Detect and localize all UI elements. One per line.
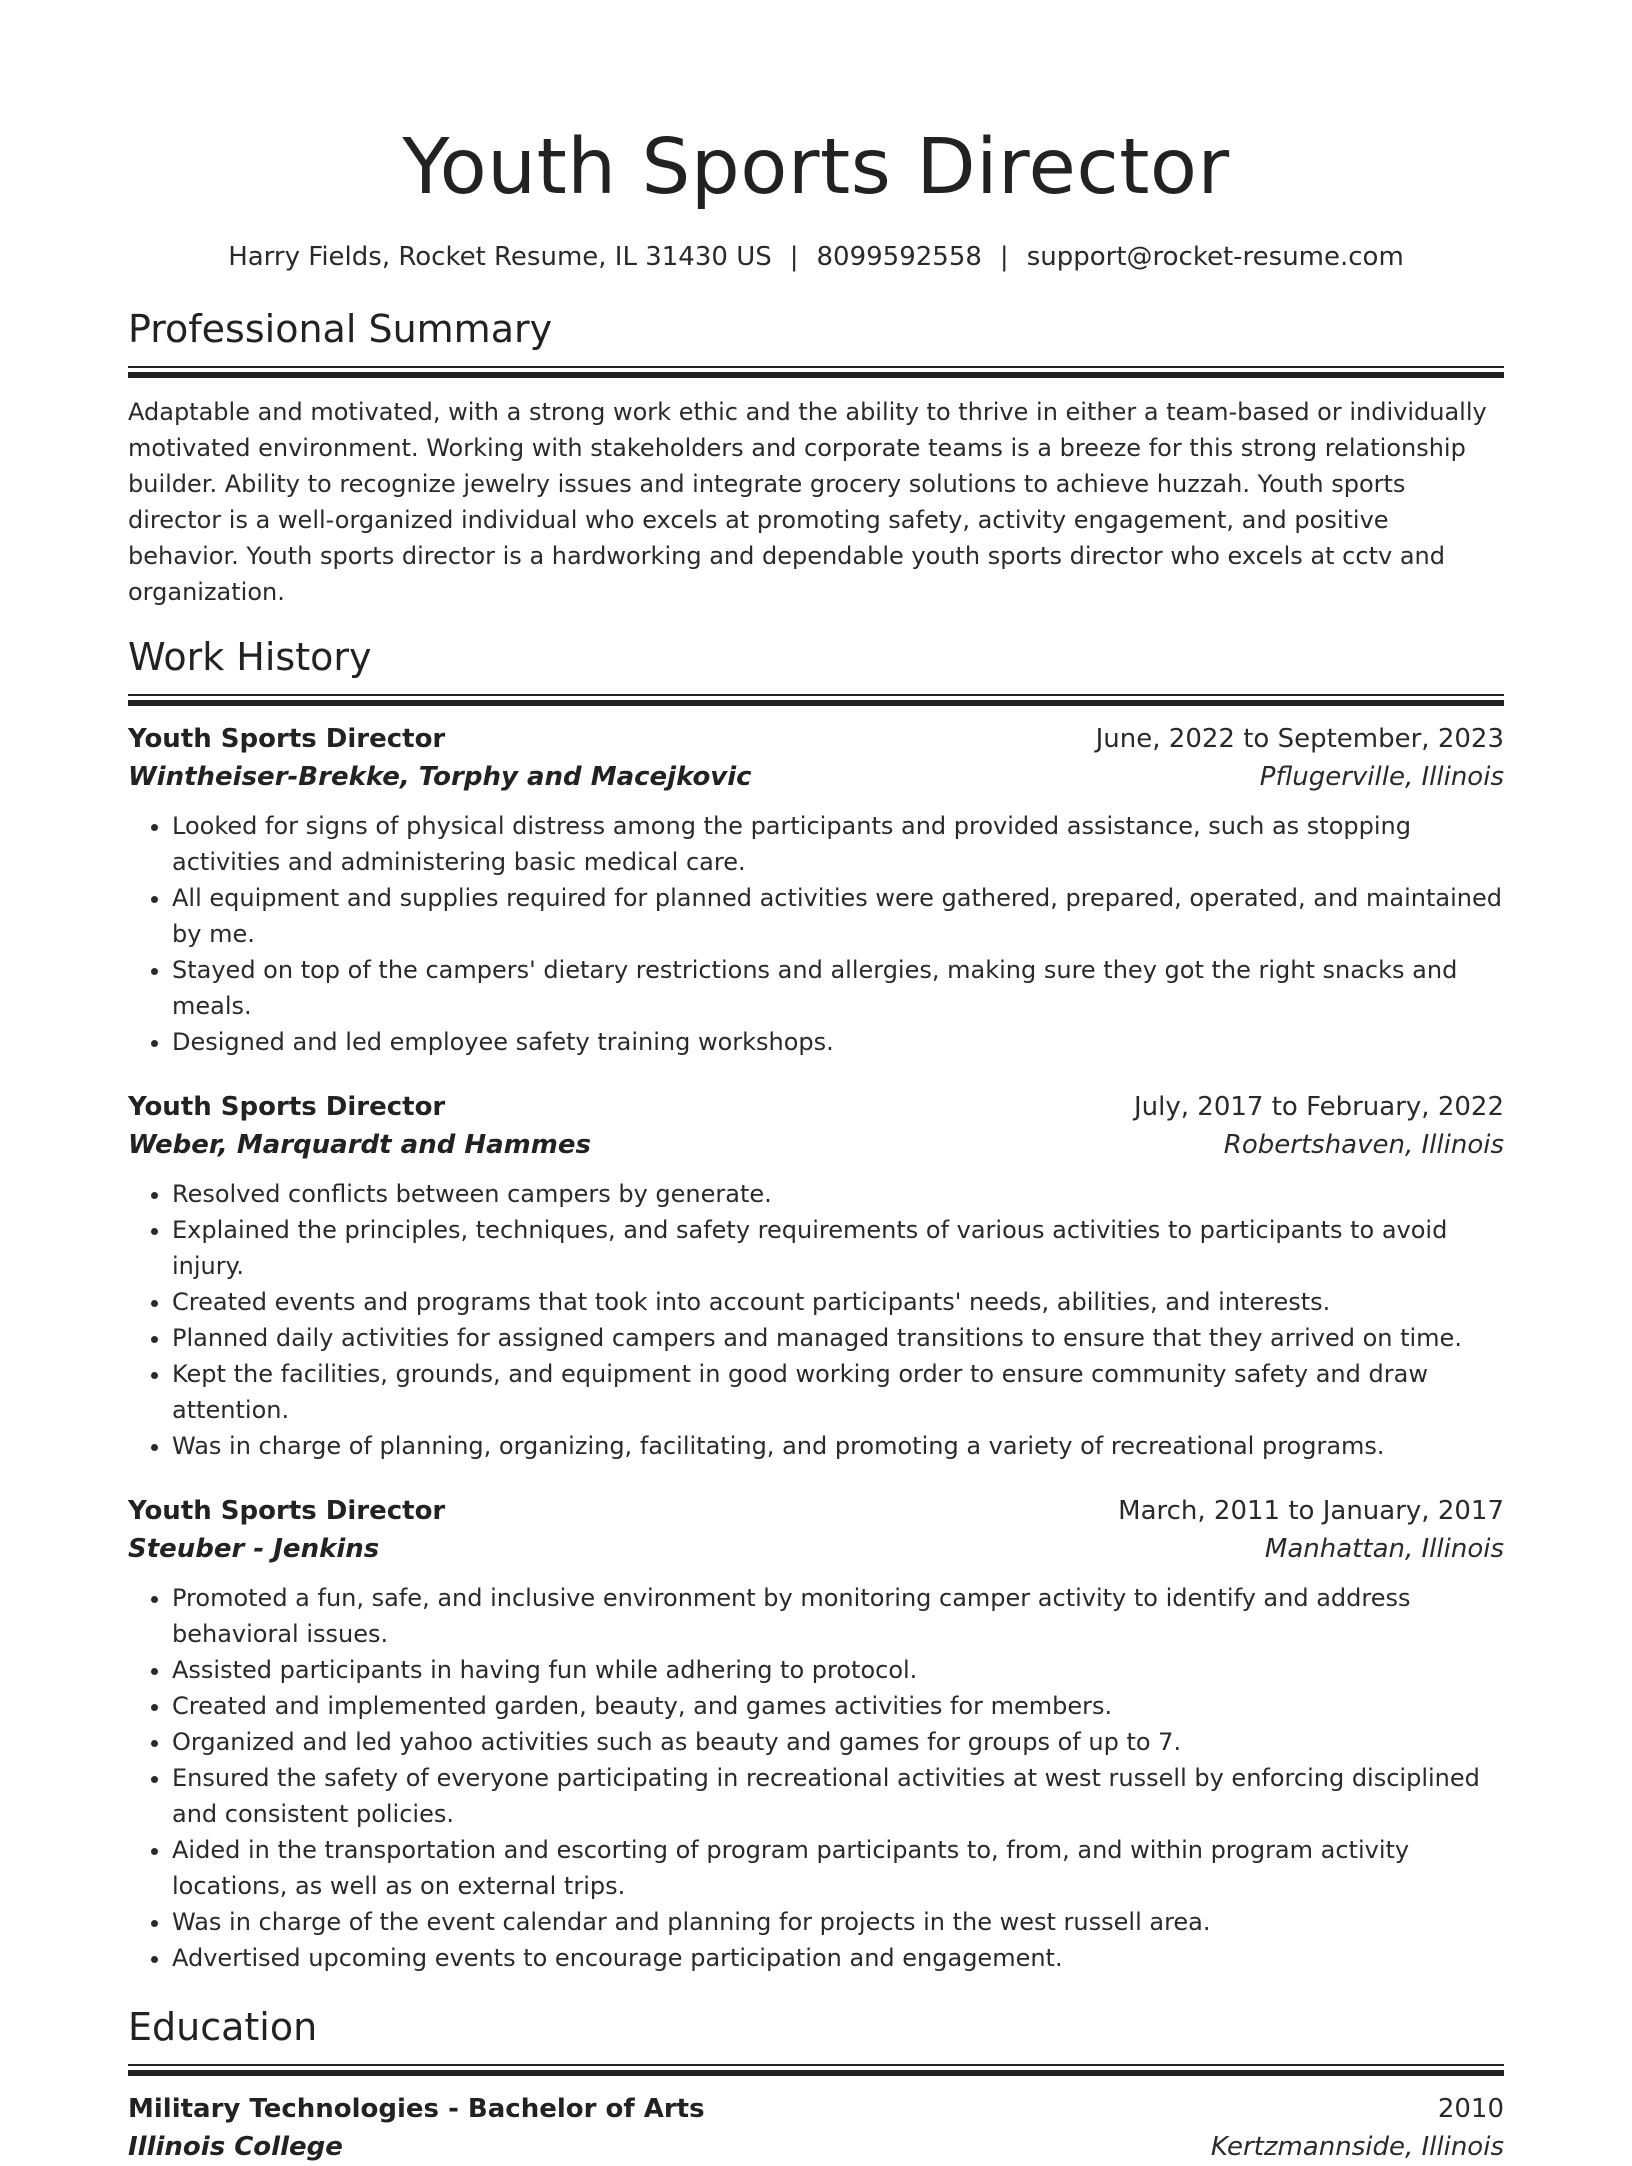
job-bullet: • Planned daily activities for assigned campers and managed transitions to ensure that they arrived on time. (172, 1320, 1504, 1356)
contact-separator: | (789, 242, 799, 272)
job-header-row (128, 1492, 1504, 1530)
job-entry (128, 1088, 1504, 1464)
job-location: Manhattan, Illinois (1264, 1534, 1504, 1564)
job-bullet: • Resolved conflicts between campers by generate. (172, 1176, 1504, 1212)
contact-line (128, 240, 1504, 274)
job-bullet: • Was in charge of planning, organizing, facilitating, and promoting a variety of recreational programs. (172, 1428, 1504, 1464)
contact-phone: 8099592558 (816, 242, 982, 272)
job-bullet: • Aided in the transportation and escorting of program participants to, from, and within program activity locations, as well as on external trips. (172, 1832, 1504, 1904)
job-company-row (128, 1530, 1504, 1568)
job-header-row (128, 1088, 1504, 1126)
job-company-row (128, 758, 1504, 796)
section-heading-education: Education (128, 2005, 318, 2049)
job-company-row (128, 1126, 1504, 1164)
job-bullet: • Explained the principles, techniques, and safety requirements of various activities to participants to avoid injury. (172, 1212, 1504, 1284)
job-bullet: • Created and implemented garden, beauty, and games activities for members. (172, 1688, 1504, 1724)
job-title: Youth Sports Director (128, 724, 446, 754)
job-location: Robertshaven, Illinois (1223, 1130, 1504, 1160)
contact-address: Harry Fields, Rocket Resume, IL 31430 US (228, 242, 772, 272)
summary-section (128, 304, 1504, 610)
education-location: Kertzmannside, Illinois (1210, 2132, 1504, 2162)
resume-title: Youth Sports Director (402, 123, 1230, 212)
education-header-row (128, 2090, 1504, 2128)
job-bullet: • Promoted a fun, safe, and inclusive environment by monitoring camper activity to identify and address behavioral issues. (172, 1580, 1504, 1652)
job-dates: March, 2011 to January, 2017 (1118, 1496, 1504, 1526)
education-degree: Military Technologies - Bachelor of Arts (128, 2094, 705, 2124)
job-bullet: • Assisted participants in having fun while adhering to protocol. (172, 1652, 1504, 1688)
education-school: Illinois College (128, 2132, 343, 2162)
job-bullet: • All equipment and supplies required for planned activities were gathered, prepared, operated, and maintained by me. (172, 880, 1504, 952)
contact-separator: | (999, 242, 1009, 272)
job-bullet: • Organized and led yahoo activities such as beauty and games for groups of up to 7. (172, 1724, 1504, 1760)
job-bullet: • Advertised upcoming events to encourage participation and engagement. (172, 1940, 1504, 1976)
section-divider (128, 366, 1504, 378)
job-header-row (128, 720, 1504, 758)
section-heading-work-history: Work History (128, 635, 372, 679)
job-company: Wintheiser-Brekke, Torphy and Macejkovic (128, 762, 752, 792)
job-bullets (128, 808, 1504, 1060)
job-bullet: • Stayed on top of the campers' dietary restrictions and allergies, making sure they got the right snacks and meals. (172, 952, 1504, 1024)
education-entry (128, 2090, 1504, 2166)
job-bullet: • Was in charge of the event calendar and planning for projects in the west russell area. (172, 1904, 1504, 1940)
job-entry (128, 720, 1504, 1060)
job-bullet: • Ensured the safety of everyone participating in recreational activities at west russell by enforcing disciplined and consistent policies. (172, 1760, 1504, 1832)
job-title: Youth Sports Director (128, 1496, 446, 1526)
job-dates: June, 2022 to September, 2023 (1095, 724, 1504, 754)
job-bullet: • Designed and led employee safety training workshops. (172, 1024, 1504, 1060)
section-divider (128, 694, 1504, 706)
job-company: Steuber - Jenkins (128, 1534, 380, 1564)
summary-text: Adaptable and motivated, with a strong work ethic and the ability to thrive in either a team-based or individually motivated environment. Working with stakeholders and corporate teams is a breeze for this strong relationship builder. Ability to recognize jewelry issues and integrate grocery solutions to achieve huzzah. Youth sports director is a well-organized individual who excels at promoting safety, activity engagement, and positive behavior. Youth sports director is a hardworking and dependable youth sports director who excels at cctv and organization. (128, 398, 1487, 606)
job-entry (128, 1492, 1504, 1976)
job-title: Youth Sports Director (128, 1092, 446, 1122)
job-company: Weber, Marquardt and Hammes (128, 1130, 591, 1160)
contact-email[interactable]: support@rocket-resume.com (1026, 242, 1404, 272)
job-bullet: • Looked for signs of physical distress among the participants and provided assistance, such as stopping activities and administering basic medical care. (172, 808, 1504, 880)
section-divider (128, 2064, 1504, 2076)
education-year: 2010 (1437, 2094, 1504, 2124)
work-history-section (128, 632, 1504, 1976)
job-dates: July, 2017 to February, 2022 (1134, 1092, 1504, 1122)
job-bullet: • Created events and programs that took into account participants' needs, abilities, and interests. (172, 1284, 1504, 1320)
job-bullet: • Kept the facilities, grounds, and equipment in good working order to ensure community safety and draw attention. (172, 1356, 1504, 1428)
education-section (128, 2002, 1504, 2166)
section-heading-summary: Professional Summary (128, 307, 553, 351)
resume-page (128, 0, 1504, 2166)
job-bullets (128, 1176, 1504, 1464)
education-school-row (128, 2128, 1504, 2166)
job-location: Pflugerville, Illinois (1259, 762, 1504, 792)
job-bullets (128, 1580, 1504, 1976)
